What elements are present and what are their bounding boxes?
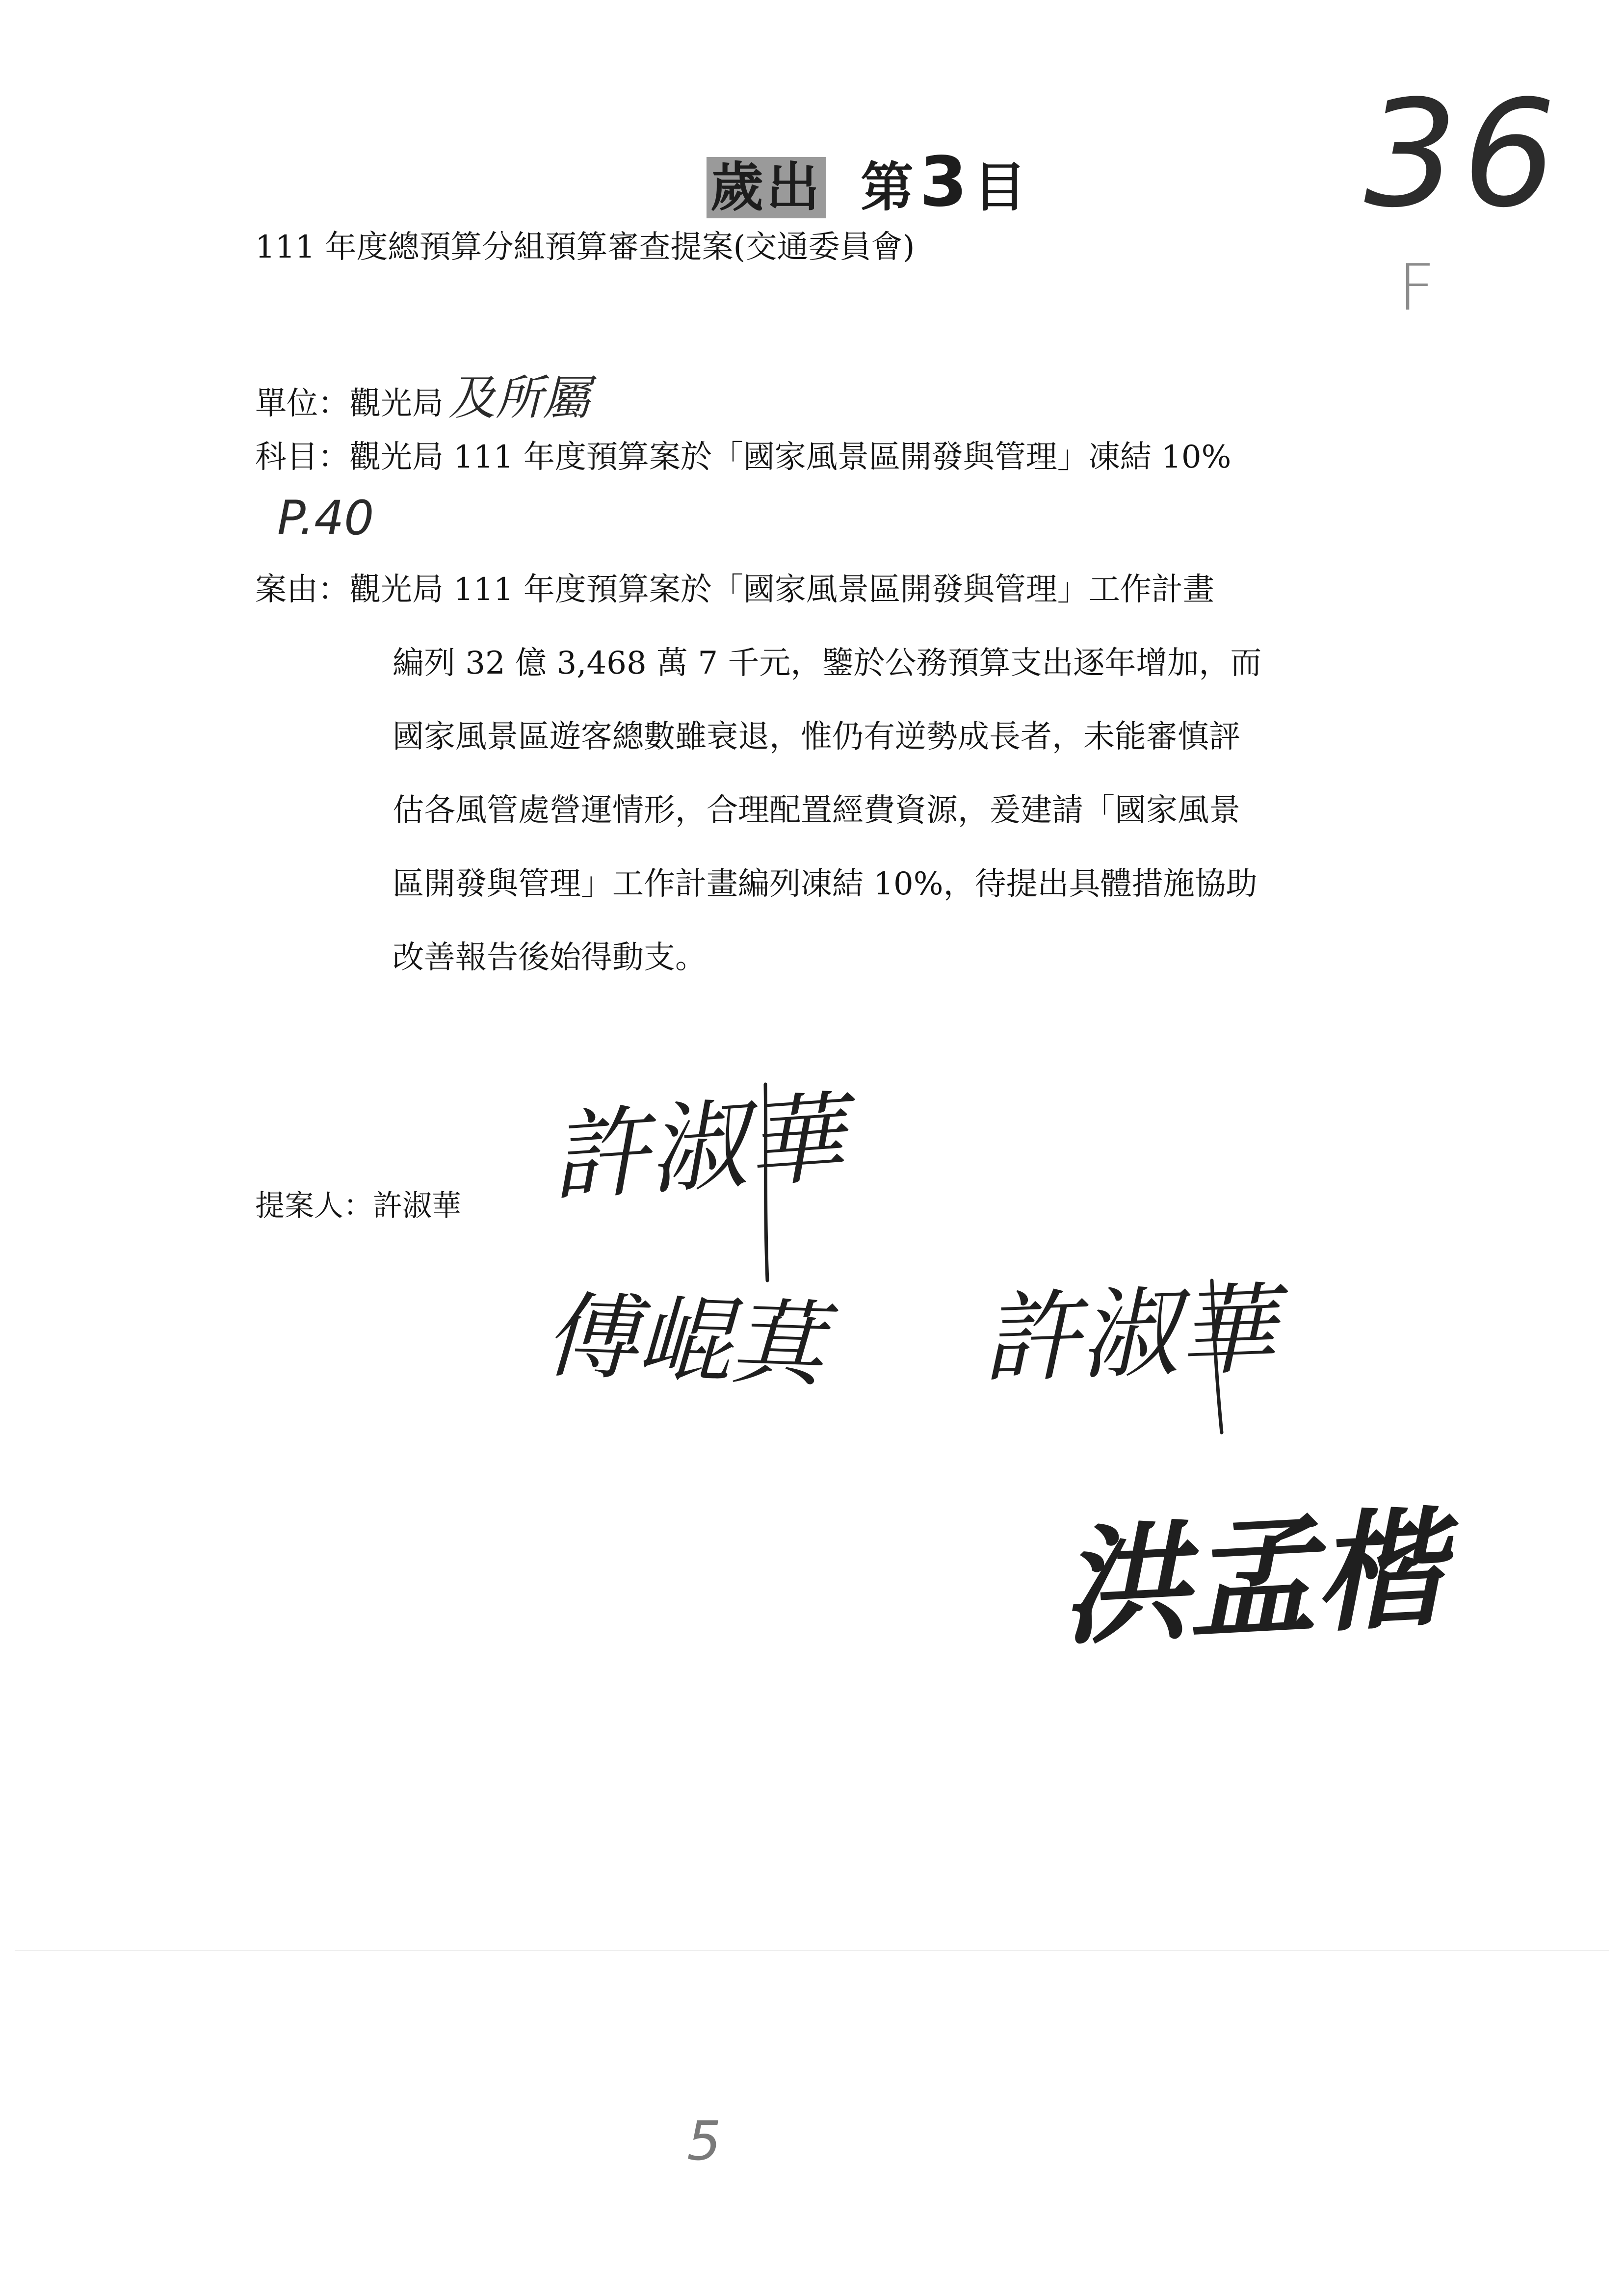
proposer-label: 提案人： [255,1189,373,1223]
signature-stroke [746,1079,785,1285]
signature: 傅崐萁 [542,1281,826,1400]
reason-line: 估各風管處營運情形，合理配置經費資源，爰建請「國家風景 [393,792,1240,829]
stamp-item-suffix: 目 [973,157,1029,218]
handwritten-page-mark: F [1398,250,1435,325]
unit-row [255,361,590,428]
fold-line [15,1950,1609,1951]
signature: 許淑華 [546,1081,848,1216]
handwritten-bottom-mark: 5 [687,2110,721,2172]
reason-line: 改善報告後始得動支。 [393,939,707,976]
stamp-expenditure: 歲出 [707,157,826,218]
header-stamp [707,142,1029,222]
signature: 許淑華 [979,1272,1278,1397]
stamp-item-prefix: 第 [861,157,917,218]
reason-line: 編列 32 億 3,468 萬 7 千元，鑒於公務預算支出逐年增加，而 [393,645,1262,681]
reason-line: 國家風景區遊客總數雖衰退，惟仍有逆勢成長者，未能審慎評 [393,719,1240,755]
signature: 洪孟楷 [1056,1495,1447,1664]
unit-handwritten-addition: 及所屬 [448,370,590,425]
subject-value: 觀光局 111 年度預算案於「國家風景區開發與管理」凍結 10% [349,439,1231,475]
subject-row [255,432,1231,477]
reason-line: 區開發與管理」工作計畫編列凍結 10%，待提出具體措施協助 [393,866,1257,902]
signature-stroke [1197,1276,1236,1437]
handwritten-page-number: 36 [1364,69,1561,240]
proposer-row [255,1182,461,1225]
reason-line: 觀光局 111 年度預算案於「國家風景區開發與管理」工作計畫 [349,572,1214,608]
reason-label: 案由： [255,572,349,608]
handwritten-page-reference: P.40 [277,491,374,546]
stamp-item-number: 3 [919,142,970,222]
unit-label: 單位： [255,386,349,422]
proposer-name: 許淑華 [373,1189,461,1223]
document-subtitle: 111 年度總預算分組預算審查提案(交通委員會) [255,229,915,265]
unit-value: 觀光局 [349,386,444,422]
subject-label: 科目： [255,439,349,475]
